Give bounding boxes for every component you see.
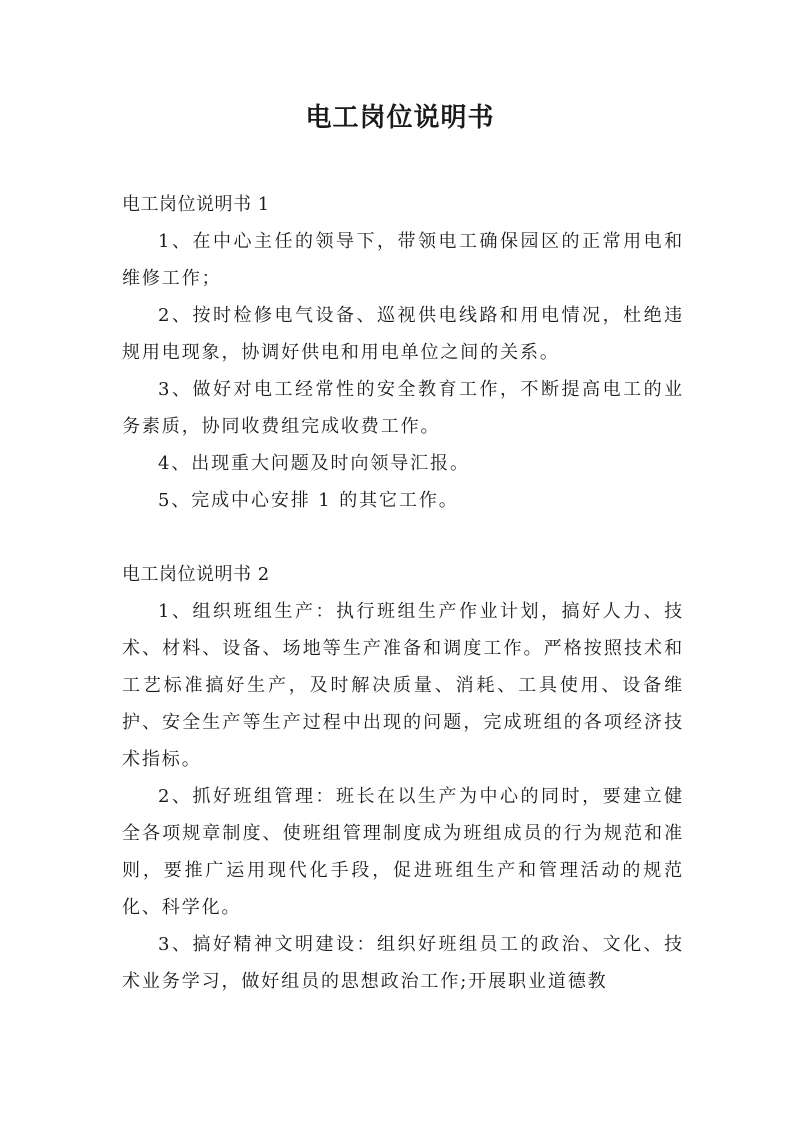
section-2 (122, 556, 684, 1000)
section-1 (122, 186, 684, 519)
paragraph: 1、组织班组生产：执行班组生产作业计划，搞好人力、技术、材料、设备、场地等生产准备和调度工作。严格按照技术和工艺标准搞好生产，及时解决质量、消耗、工具使用、设备维护、安全生产等生产过程中出现的问题，完成班组的各项经济技术指标。 (122, 601, 684, 770)
paragraph: 4、出现重大问题及时向领导汇报。 (158, 453, 470, 474)
document-body (122, 186, 684, 1000)
paragraph: 2、按时检修电气设备、巡视供电线路和用电情况，杜绝违规用电现象，协调好供电和用电单位之间的关系。 (122, 305, 684, 363)
paragraph: 5、完成中心安排 1 的其它工作。 (158, 490, 459, 511)
document-title: 电工岗位说明书 (305, 103, 495, 133)
section-heading: 电工岗位说明书 1 (122, 194, 270, 215)
section-heading: 电工岗位说明书 2 (122, 564, 270, 585)
paragraph: 2、抓好班组管理：班长在以生产为中心的同时，要建立健全各项规章制度、使班组管理制度成为班组成员的行为规范和准则，要推广运用现代化手段，促进班组生产和管理活动的规范化、科学化。 (122, 786, 684, 918)
paragraph: 3、搞好精神文明建设：组织好班组员工的政治、文化、技术业务学习，做好组员的思想政治工作;开展职业道德教 (122, 934, 684, 992)
paragraph: 1、在中心主任的领导下，带领电工确保园区的正常用电和维修工作； (122, 231, 684, 289)
paragraph: 3、做好对电工经常性的安全教育工作，不断提高电工的业务素质，协同收费组完成收费工作。 (122, 379, 684, 437)
